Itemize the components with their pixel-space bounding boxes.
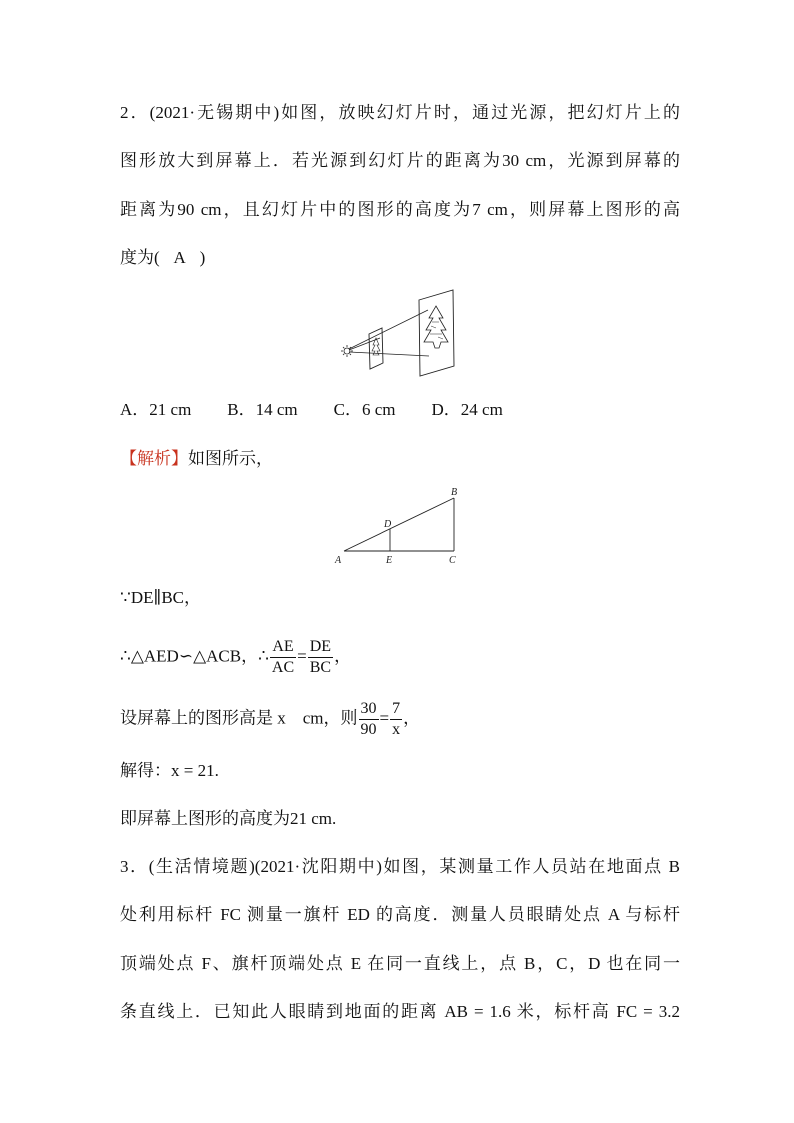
fraction-7-x xyxy=(390,699,402,740)
since-line: ∵DE∥BC， xyxy=(120,588,202,607)
fraction-numerator: 7 xyxy=(390,699,402,720)
stem-prefix: 度为( xyxy=(120,248,160,267)
problem2-line1: 2．(2021·无锡期中)如图，放映幻灯片时，通过光源，把幻灯片上的 xyxy=(120,103,680,122)
label-a: A xyxy=(335,555,342,566)
projection-rays xyxy=(349,310,429,356)
option-c: C．6 cm xyxy=(333,400,396,419)
fraction-numerator: AE xyxy=(270,637,296,658)
options-row xyxy=(120,397,680,423)
fraction-denominator: BC xyxy=(309,659,332,676)
solution-intro: 如图所示， xyxy=(188,449,273,468)
equals-sign: = xyxy=(297,646,307,666)
solution-heading xyxy=(120,446,680,472)
option-d: D．24 cm xyxy=(431,400,503,419)
let-line xyxy=(120,699,680,740)
fraction-de-bc xyxy=(308,637,333,678)
screen-plate xyxy=(419,290,454,376)
label-b: B xyxy=(451,487,458,498)
therefore-suffix: ， xyxy=(334,646,352,666)
triangle-figure xyxy=(332,484,467,570)
fraction-30-90 xyxy=(359,699,379,740)
fraction-denominator: 90 xyxy=(360,721,377,738)
equals-sign: = xyxy=(379,708,390,728)
light-source-icon xyxy=(341,345,353,357)
solve-line: 解得：x = 21. xyxy=(120,761,219,780)
projector-figure xyxy=(335,288,465,378)
fraction-numerator: DE xyxy=(308,637,333,658)
stem-suffix: ) xyxy=(199,248,206,267)
fraction-denominator: x xyxy=(392,721,401,738)
option-b: B．14 cm xyxy=(227,400,298,419)
therefore-line xyxy=(120,637,680,678)
option-a: A．21 cm xyxy=(120,400,192,419)
label-c: C xyxy=(449,555,456,566)
fraction-numerator: 30 xyxy=(359,699,379,720)
solution-tag: 【解析】 xyxy=(120,449,188,468)
let-suffix: ， xyxy=(403,708,421,728)
label-d: D xyxy=(384,519,392,530)
problem3-line3: 顶端处点 F、旗杆顶端处点 E 在同一直线上，点 B，C，D 也在同一 xyxy=(120,954,680,973)
slide-plate xyxy=(369,328,383,369)
problem3-line4: 条直线上．已知此人眼睛到地面的距离 AB = 1.6 米，标杆高 FC = 3.2 xyxy=(120,1002,680,1021)
problem3-line1: 3．(生活情境题)(2021·沈阳期中)如图，某测量工作人员站在地面点 B xyxy=(120,857,680,876)
problem3-line2: 处利用标杆 FC 测量一旗杆 ED 的高度．测量人员眼睛处点 A 与标杆 xyxy=(120,905,680,924)
therefore-prefix: ∴△AED∽△ACB，∴ xyxy=(120,646,269,666)
label-e: E xyxy=(386,555,393,566)
problem2-line2: 图形放大到屏幕上．若光源到幻灯片的距离为30 cm，光源到屏幕的 xyxy=(120,151,680,170)
answer-choice: A xyxy=(173,248,186,267)
let-prefix: 设屏幕上的图形高是 x cm，则 xyxy=(120,708,358,728)
problem2-line4 xyxy=(120,245,680,271)
conclusion-line: 即屏幕上图形的高度为21 cm. xyxy=(120,809,337,828)
fraction-denominator: AC xyxy=(271,659,295,676)
fraction-ae-ac xyxy=(270,637,296,678)
segment-ab xyxy=(344,498,454,551)
problem2-line3: 距离为90 cm，且幻灯片中的图形的高度为7 cm，则屏幕上图形的高 xyxy=(120,200,680,219)
